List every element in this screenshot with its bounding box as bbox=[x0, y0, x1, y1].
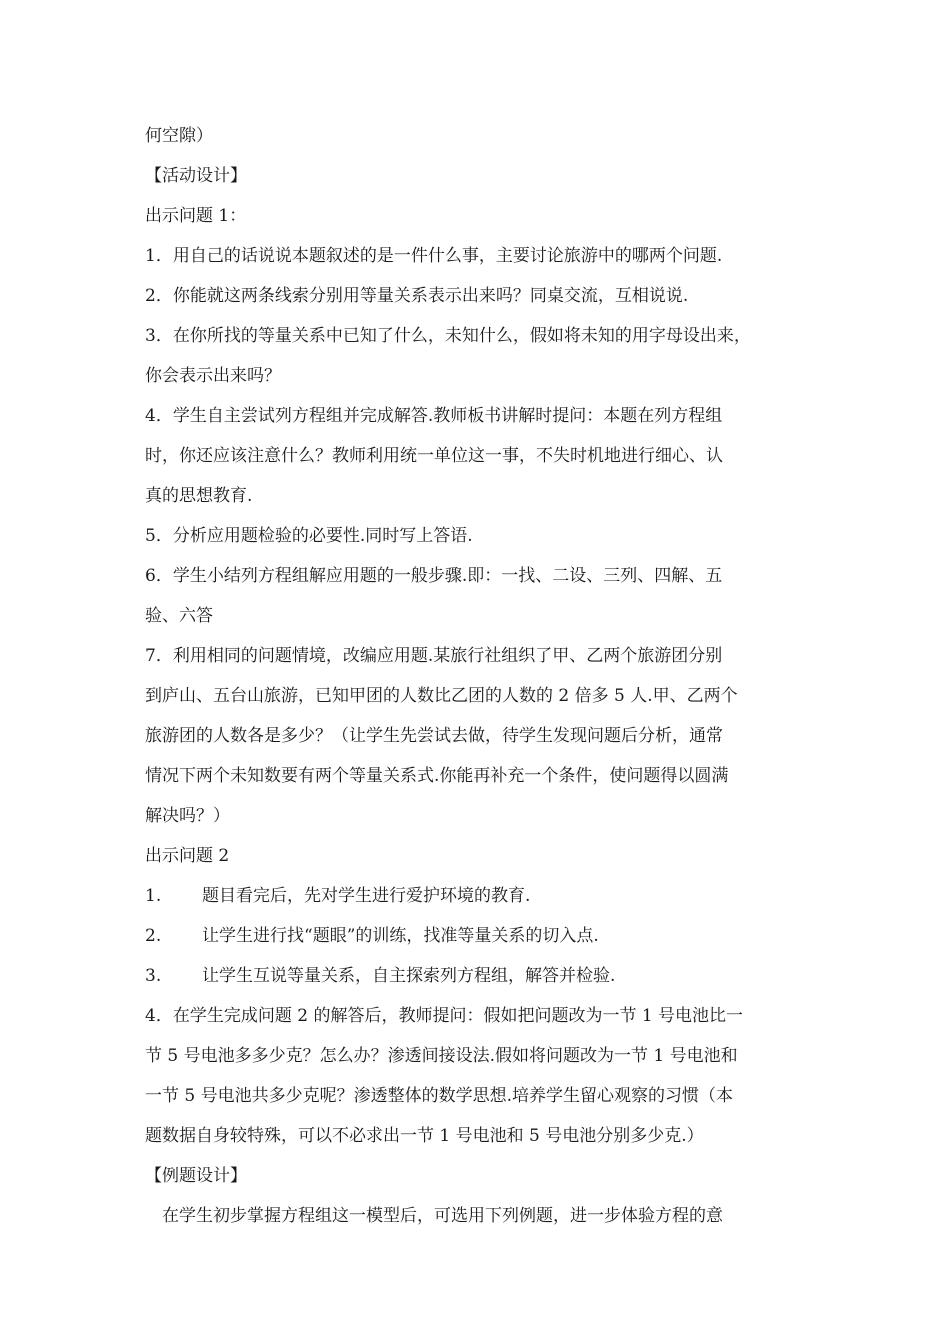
text-line: 题数据自身较特殊，可以不必求出一节 1 号电池和 5 号电池分别多少克.） bbox=[145, 1126, 704, 1146]
text-line: 1．用自己的话说说本题叙述的是一件什么事，主要讨论旅游中的哪两个问题. bbox=[145, 246, 723, 266]
list-number: 2. bbox=[145, 926, 162, 946]
text-line: 何空隙） bbox=[145, 126, 213, 146]
text-line: 情况下两个未知数要有两个等量关系式.你能再补充一个条件，使问题得以圆满 bbox=[145, 766, 729, 786]
text-line: 2．你能就这两条线索分别用等量关系表示出来吗？同桌交流，互相说说. bbox=[145, 286, 689, 306]
text-line: 验、六答 bbox=[145, 606, 213, 626]
text-line: 出示问题 2 bbox=[145, 846, 230, 866]
list-text: 题目看完后，先对学生进行爱护环境的教育. bbox=[202, 886, 531, 906]
text-line: 时，你还应该注意什么？教师利用统一单位这一事，不失时机地进行细心、认 bbox=[145, 446, 723, 466]
text-line: 节 5 号电池多多少克？怎么办？渗透间接设法.假如将问题改为一节 1 号电池和 bbox=[145, 1046, 738, 1066]
list-item bbox=[145, 964, 615, 988]
list-number: 3. bbox=[145, 966, 162, 986]
text-line: 解决吗？） bbox=[145, 806, 230, 826]
text-line: 出示问题 1： bbox=[145, 206, 247, 226]
list-text: 让学生互说等量关系，自主探索列方程组，解答并检验. bbox=[202, 966, 616, 986]
text-line: 4．学生自主尝试列方程组并完成解答.教师板书讲解时提问：本题在列方程组 bbox=[145, 406, 723, 426]
text-line: 6．学生小结列方程组解应用题的一般步骤.即：一找、二设、三列、四解、五 bbox=[145, 566, 723, 586]
list-number: 1. bbox=[145, 886, 162, 906]
list-item bbox=[145, 884, 530, 908]
text-line: 在学生初步掌握方程组这一模型后，可选用下列例题，进一步体验方程的意 bbox=[162, 1206, 723, 1226]
text-line: 到庐山、五台山旅游，已知甲团的人数比乙团的人数的 2 倍多 5 人.甲、乙两个 bbox=[145, 686, 738, 706]
text-line: 旅游团的人数各是多少？（让学生先尝试去做，待学生发现问题后分析，通常 bbox=[145, 726, 723, 746]
text-line: 你会表示出来吗？ bbox=[145, 366, 281, 386]
text-line: 3．在你所找的等量关系中已知了什么，未知什么，假如将未知的用字母设出来， bbox=[145, 326, 751, 346]
list-text: 让学生进行找“题眼”的训练，找准等量关系的切入点. bbox=[202, 926, 599, 946]
section-heading-activity: 【活动设计】 bbox=[145, 166, 247, 186]
section-heading-examples: 【例题设计】 bbox=[145, 1166, 247, 1186]
text-line: 5．分析应用题检验的必要性.同时写上答语. bbox=[145, 526, 473, 546]
text-line: 4．在学生完成问题 2 的解答后，教师提问：假如把问题改为一节 1 号电池比一 bbox=[145, 1006, 744, 1026]
text-line: 真的思想教育. bbox=[145, 486, 253, 506]
text-line: 7．利用相同的问题情境，改编应用题.某旅行社组织了甲、乙两个旅游团分别 bbox=[145, 646, 723, 666]
text-line: 一节 5 号电池共多少克呢？渗透整体的数学思想.培养学生留心观察的习惯（本 bbox=[145, 1086, 734, 1106]
list-item bbox=[145, 924, 599, 948]
